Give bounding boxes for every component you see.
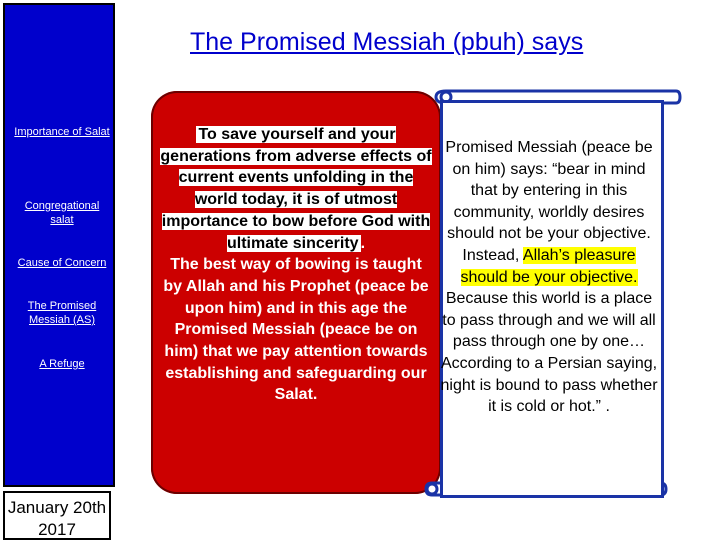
- date-text: January 20th 2017: [7, 498, 107, 539]
- scroll-text-after: Because this world is a place to pass through and we will all pass through one by one… According to a Persian saying, night is bound to pass whether it is cold or hot.” .: [440, 290, 658, 416]
- highlighted-quote: To save yourself and your generations from adverse effects of current events unfolding in the world today, it is of utmost importance to bow before God with ultimate sincerity: [160, 126, 432, 252]
- page-title[interactable]: The Promised Messiah (pbuh) says: [190, 28, 584, 56]
- date-box: [3, 491, 111, 540]
- sidebar-item-importance-of-salat[interactable]: Importance of Salat: [14, 126, 110, 138]
- sidebar-item-cause-of-concern[interactable]: Cause of Concern: [17, 257, 107, 269]
- quote-period: .: [360, 234, 366, 252]
- red-panel-text: [160, 124, 432, 406]
- scroll-quote-text: [440, 137, 658, 418]
- scroll-text-before: Promised Messiah (peace be on him) says: “bear in mind that by entering in this community, worldly desires should not be your objective. Instead,: [445, 139, 653, 264]
- sidebar-item-a-refuge[interactable]: A Refuge: [39, 358, 85, 370]
- scroll-highlight: Allah’s pleasure should be your objective.: [460, 246, 638, 286]
- sidebar-item-promised-messiah[interactable]: The Promised Messiah (AS): [27, 300, 97, 326]
- sidebar-nav: [3, 3, 115, 487]
- red-panel-body: The best way of bowing is taught by Allah and his Prophet (peace be upon him) and in this age the Promised Messiah (peace be on him) that we pay attention towards establishing and safeguarding our Salat.: [163, 256, 429, 404]
- sidebar-item-congregational-salat[interactable]: Congregational salat: [24, 200, 100, 226]
